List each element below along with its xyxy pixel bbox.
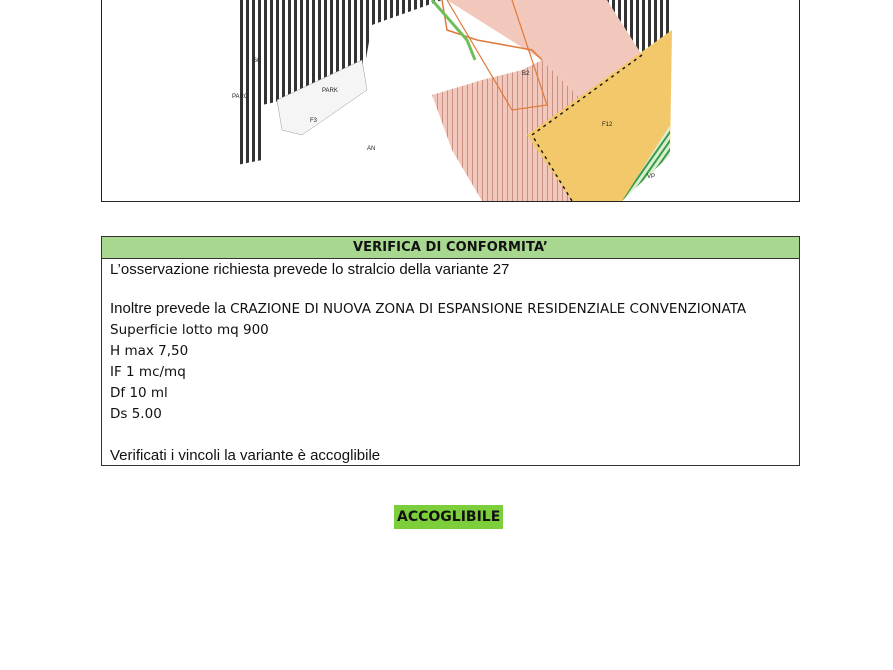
zoning-map-excerpt: [101, 0, 800, 202]
conclusion-text: Verificati i vincoli la variante è accoglibile: [110, 447, 381, 464]
param-ds: Ds 5.00: [110, 406, 162, 422]
zoning-map-drawing: [102, 0, 799, 201]
svg-text:VP: VP: [647, 174, 656, 180]
param-lot-area: Superficie lotto mq 900: [110, 322, 269, 338]
svg-text:B2: B2: [522, 71, 530, 77]
svg-text:F3: F3: [310, 118, 318, 124]
new-zone-text: [110, 300, 746, 318]
param-df: Df 10 ml: [110, 385, 168, 401]
new-zone-prefix: Inoltre prevede la: [110, 300, 231, 317]
param-index: IF 1 mc/mq: [110, 364, 186, 380]
result-badge: ACCOGLIBILE: [394, 505, 503, 529]
new-zone-description: CRAZIONE DI NUOVA ZONA DI ESPANSIONE RESIDENZIALE CONVENZIONATA: [230, 301, 747, 317]
svg-text:F12: F12: [602, 122, 613, 128]
svg-text:SC: SC: [253, 58, 262, 64]
param-max-height: H max 7,50: [110, 343, 189, 359]
svg-text:PARK: PARK: [322, 88, 338, 94]
verification-header: VERIFICA DI CONFORMITA’: [102, 237, 799, 259]
verification-panel: [101, 236, 800, 466]
observation-text: L’osservazione richiesta prevede lo stralcio della variante 27: [110, 261, 510, 278]
svg-text:PARC: PARC: [232, 94, 249, 100]
svg-text:AN: AN: [367, 146, 376, 152]
